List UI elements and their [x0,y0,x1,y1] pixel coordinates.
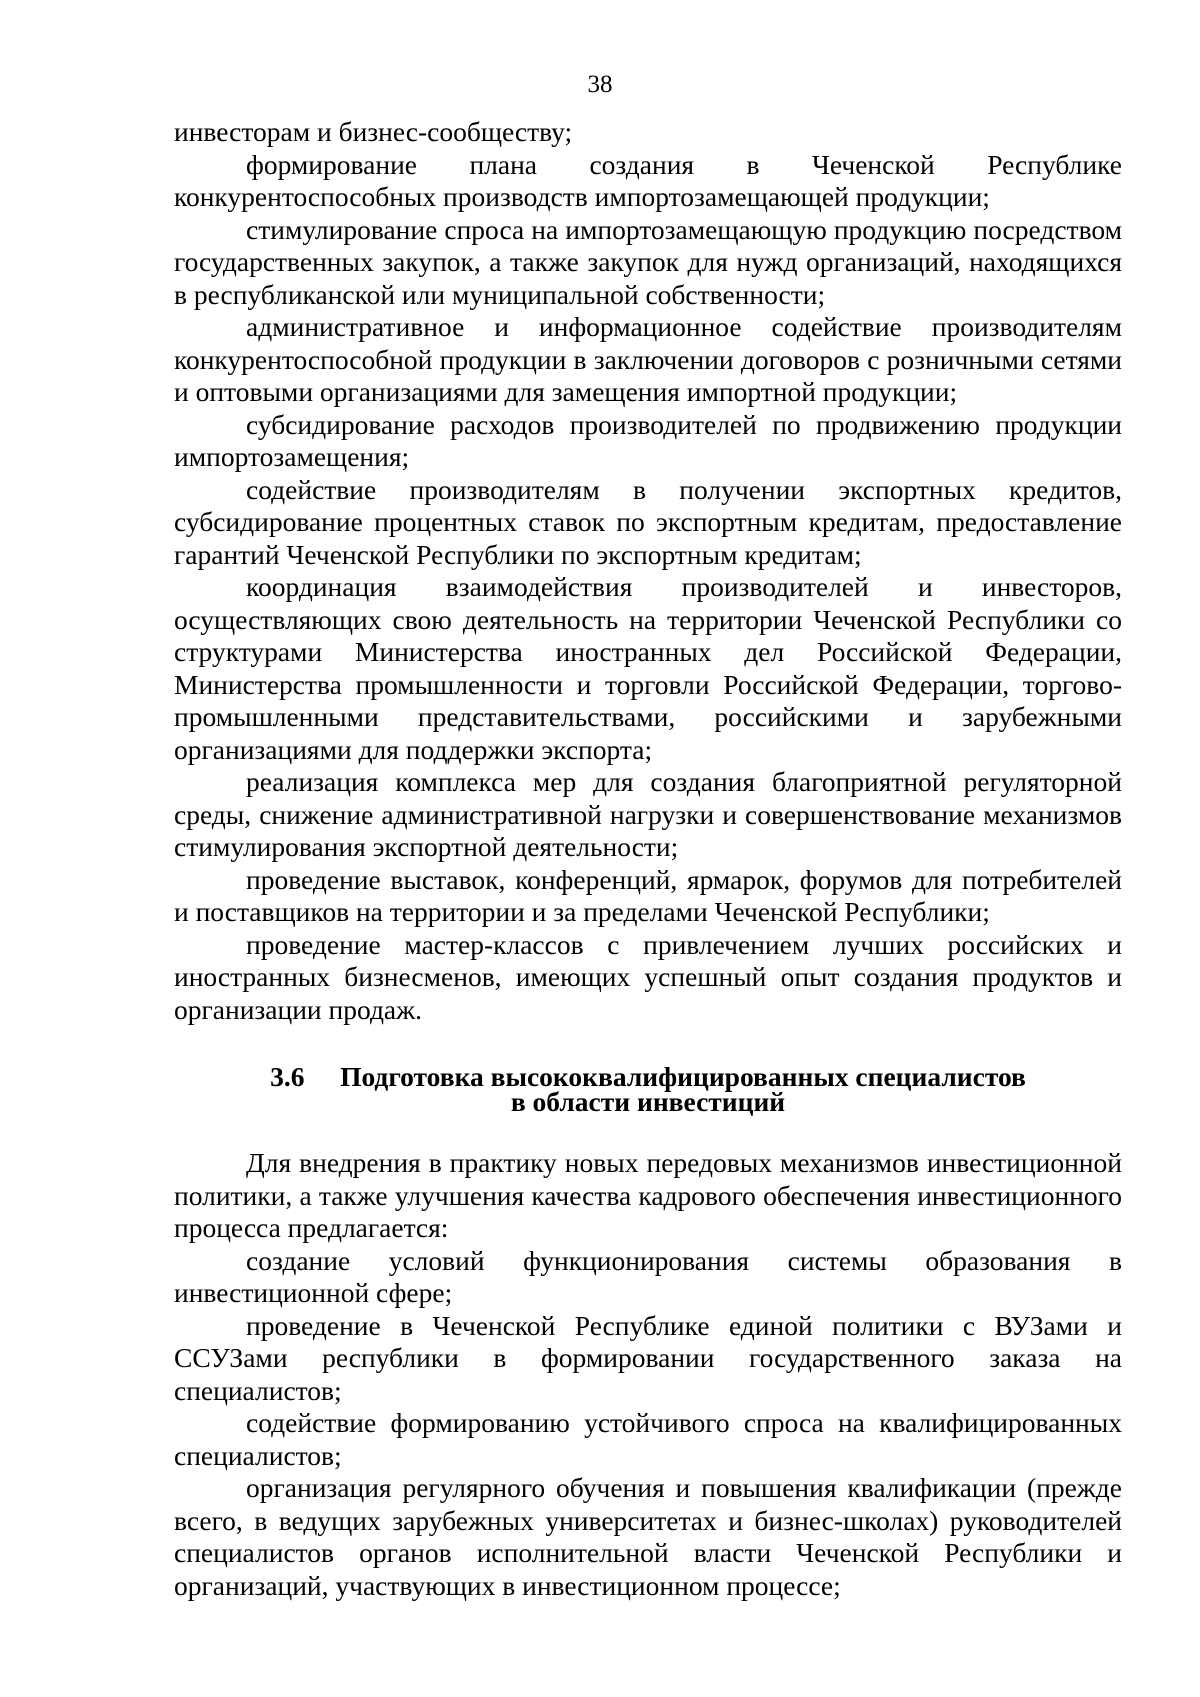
page-number: 38 [587,71,613,98]
section-heading-line1 [174,1061,1122,1092]
paragraph: субсидирование расходов производителей по продвижению продукции импортозамещения; [174,408,1122,472]
paragraph: координация взаимодействия производителей и инвесторов, осуществляющих свою деятельность на территории Чеченской Республики со структурами Министерства иностранных дел Российской Федерации, Министерства промышленности и торговли Российской Федерации, торгово-промышленными представительствами, российскими и зарубежными организациями для поддержки экспорта; [174,571,1122,765]
paragraph: стимулирование спроса на импортозамещающую продукцию посредством государственных закупок, а также закупок для нужд организаций, находящихся в республиканской или муниципальной собственности; [174,213,1122,310]
section-title-line1: Подготовка высококвалифицированных специалистов [340,1061,1026,1092]
paragraphs-before-section [174,116,1122,1026]
paragraph: содействие производителям в получении экспортных кредитов, субсидирование процентных ставок по экспортным кредитам, предоставление гарантий Чеченской Республики по экспортным кредитам; [174,473,1122,570]
paragraph: административное и информационное содействие производителям конкурентоспособной продукции в заключении договоров с розничными сетями и оптовыми организациями для замещения импортной продукции; [174,311,1122,407]
section-number: 3.6 [270,1061,305,1092]
section-title-line2: в области инвестиций [510,1086,786,1117]
paragraph: формирование плана создания в Чеченской Республике конкурентоспособных производств импортозамещающей продукции; [174,148,1122,212]
paragraph: содействие формированию устойчивого спроса на квалифицированных специалистов; [174,1407,1122,1471]
paragraph: организация регулярного обучения и повышения квалификации (прежде всего, в ведущих зарубежных университетах и бизнес-школах) руководителей специалистов органов исполнительной власти Чеченской Республики и организаций, участвующих в инвестиционном процессе; [174,1472,1122,1601]
paragraph: проведение мастер-классов с привлечением лучших российских и иностранных бизнесменов, имеющих успешный опыт создания продуктов и организации продаж. [174,928,1122,1025]
paragraph: инвесторам и бизнес-сообществу; [174,116,573,147]
document-body [174,116,1122,1602]
paragraphs-after-section [174,1147,1122,1602]
paragraph: проведение выставок, конференций, ярмарок, форумов для потребителей и поставщиков на территории и за пределами Чеченской Республики; [174,863,1122,927]
paragraph: реализация комплекса мер для создания благоприятной регуляторной среды, снижение административной нагрузки и совершенствование механизмов стимулирования экспортной деятельности; [174,766,1122,862]
paragraph: проведение в Чеченской Республике единой политики с ВУЗами и ССУЗами республики в формировании государственного заказа на специалистов; [174,1309,1122,1406]
paragraph: Для внедрения в практику новых передовых механизмов инвестиционной политики, а также улучшения качества кадрового обеспечения инвестиционного процесса предлагается: [174,1147,1122,1243]
section-heading [174,1061,1122,1117]
paragraph: создание условий функционирования системы образования в инвестиционной сфере; [174,1244,1122,1308]
